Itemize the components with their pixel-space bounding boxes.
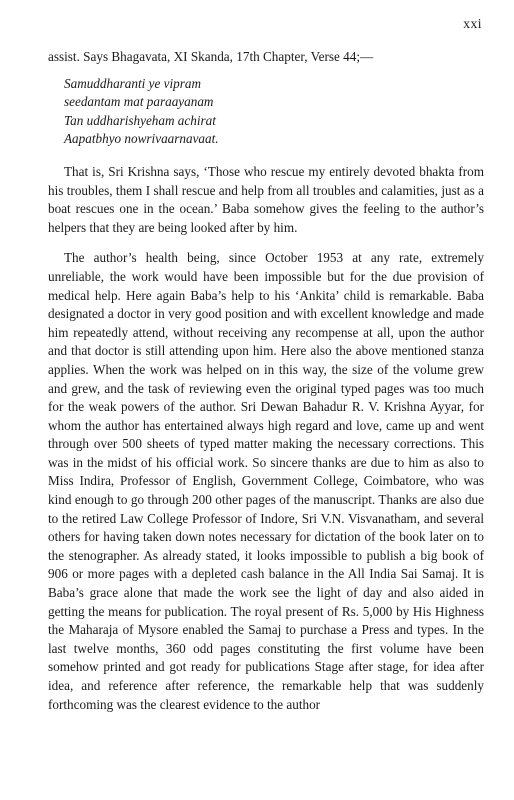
verse-line: Aapatbhyo nowrivaarnavaat. bbox=[64, 131, 219, 147]
paragraph-acknowledgements: The author’s health being, since October 1953 at any rate, extremely unreliable, the work would have been impossible but for the due provision of medical help. Here again Baba’s help to his ‘Ankita’ child is remarkable. Baba designated a doctor in very good position and with excellent knowledge and made him repeatedly attend, without receiving any recompense at all, upon the author and that doctor is still attending upon him. Here also the above mentioned stanza applies. When the work was helped on in this way, the size of the volume grew and grew, and the task of reviewing even the original typed pages was too much for the weak powers of the author. Sri Dewan Bahadur R. V. Krishna Ayyar, for whom the author has entertained always high regard and love, came up and went through over 500 sheets of typed matter making the necessary corrections. This was in the midst of his official work. So sincere thanks are due to him as also to Miss Indira, Professor of English, Government College, Coimbatore, who was kind enough to go through 200 other pages of the manuscript. Thanks are also due to the retired Law College Professor of Indore, Sri V.N. Visvanatham, and several others for having taken down notes necessary for dictation of the book later on to the stenographer. As already stated, it looks impossible to publish a big book of 906 or more pages with a depleted cash balance in the All India Sai Samaj. It is Baba’s grace alone that made the work see the light of day and also aided in getting the means for publication. The royal present of Rs. 5,000 by His Highness the Maharaja of Mysore enabled the Samaj to purchase a Press and types. In the last twelve months, 360 odd pages constituting the first volume have been somehow printed and got ready for publications Stage after stage, for idea after idea, and reference after reference, the remarkable help that was suddenly forthcoming was the clearest evidence to the author bbox=[48, 250, 484, 712]
verse-line: seedantam mat paraayanam bbox=[64, 94, 214, 110]
verse-line: Tan uddharishyeham achirat bbox=[64, 112, 216, 128]
intro-line: assist. Says Bhagavata, XI Skanda, 17th Chapter, Verse 44;— bbox=[48, 49, 374, 64]
paragraph-translation: That is, Sri Krishna says, ‘Those who rescue my entirely devoted bhakta from his troubles, them I shall rescue and help from all troubles and calamities, just as a boat rescues one in the ocean.’ Baba somehow gives the feeling to the author’s helpers that they are being looked after by him. bbox=[48, 163, 484, 235]
verse-block bbox=[64, 75, 484, 149]
verse-line: Samuddharanti ye vipram bbox=[64, 75, 201, 91]
body-text bbox=[48, 48, 484, 714]
page-number: xxi bbox=[463, 16, 482, 31]
